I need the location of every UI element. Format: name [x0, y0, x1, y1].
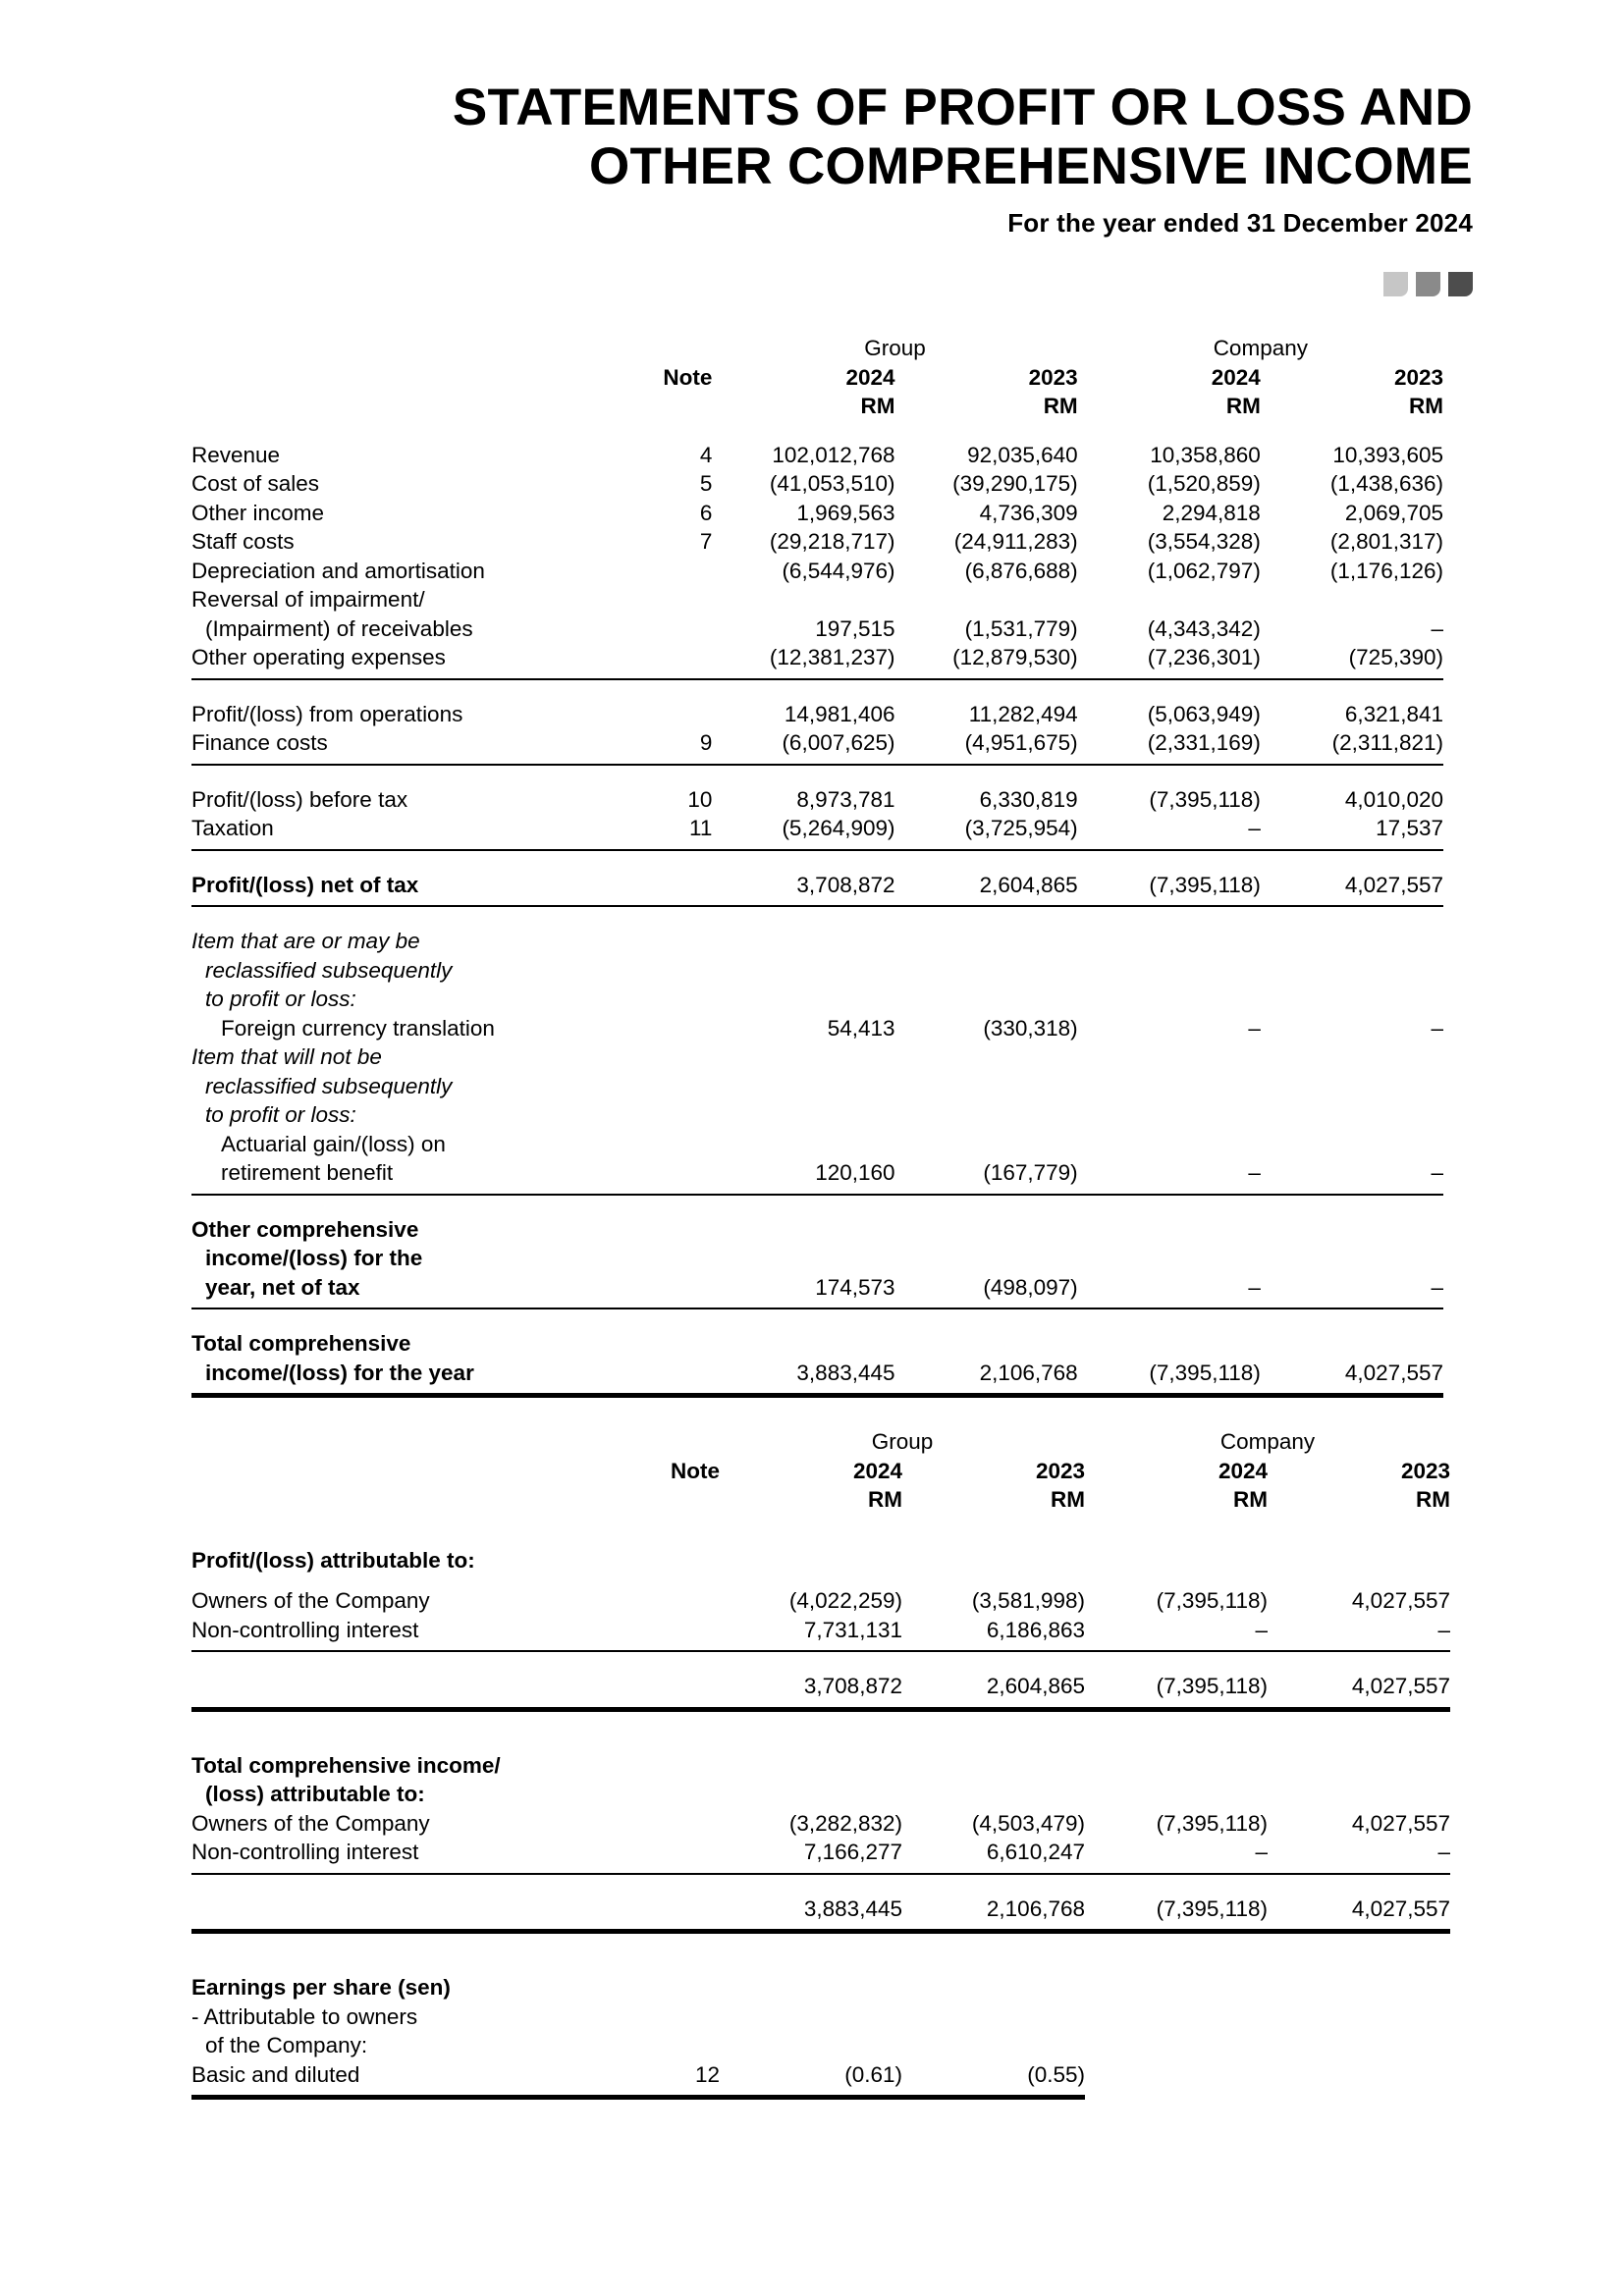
row-group-2024: (6,544,976)	[782, 558, 895, 583]
row-group-2024: (5,264,909)	[782, 816, 895, 840]
row-group-2023: (3,581,998)	[971, 1588, 1086, 1613]
row-group-2024: 102,012,768	[772, 442, 895, 467]
row-note: 7	[699, 529, 713, 554]
attribution-and-eps-table	[191, 1427, 1450, 2100]
row-label: Reversal of impairment/	[191, 587, 425, 612]
row-company-2023: –	[1437, 1840, 1451, 1864]
header-rm-group-2024: RM	[860, 394, 895, 418]
table-header-currency-row	[191, 1485, 1450, 1515]
row-company-2023: 4,027,557	[1351, 1588, 1451, 1613]
row-label: Staff costs	[191, 529, 295, 554]
row-company-2024: (1,062,797)	[1147, 558, 1261, 583]
row-company-2023: 4,027,557	[1351, 1810, 1451, 1836]
row-label: (Impairment) of receivables	[205, 615, 473, 641]
table-row	[191, 1244, 1443, 1273]
row-company-2024: –	[1255, 1840, 1269, 1864]
row-group-2024: 3,883,445	[803, 1896, 902, 1921]
table-closing-rule	[191, 1393, 1443, 1398]
table-row	[191, 1780, 1450, 1809]
table-row	[191, 441, 1443, 470]
table-row	[191, 1838, 1450, 1867]
row-group-2023: (4,503,479)	[971, 1810, 1086, 1836]
row-group-2023: 2,106,768	[986, 1896, 1086, 1921]
eps-title: Earnings per share (sen)	[191, 1975, 451, 2000]
profit-attributable-title: Profit/(loss) attributable to:	[191, 1547, 475, 1573]
table-row	[191, 557, 1443, 586]
row-company-2024: –	[1248, 1274, 1261, 1300]
table-row	[191, 614, 1443, 644]
table-row	[191, 1973, 1450, 2002]
row-company-2024: 2,294,818	[1162, 500, 1261, 525]
row-company-2023: –	[1437, 1617, 1451, 1642]
row-group-2023: 4,736,309	[979, 500, 1078, 525]
decorative-squares	[1383, 272, 1473, 296]
row-group-2024: 3,708,872	[803, 1674, 902, 1698]
row-group-2024: 1,969,563	[796, 500, 895, 525]
table-row	[191, 814, 1443, 843]
table-row	[191, 1042, 1443, 1072]
eps-subtitle-line2: of the Company:	[205, 2033, 368, 2057]
header-group-label: Group	[871, 1429, 934, 1454]
table-row	[191, 2031, 1450, 2060]
row-company-2024: (2,331,169)	[1147, 730, 1261, 755]
row-group-2024: 3,883,445	[796, 1360, 895, 1385]
row-company-2023: (1,176,126)	[1329, 558, 1443, 583]
row-group-2024: 120,160	[815, 1160, 895, 1185]
row-label: Profit/(loss) before tax	[191, 786, 408, 812]
table-header-group-row	[191, 334, 1443, 363]
table-row	[191, 1546, 1450, 1575]
table-row	[191, 527, 1443, 557]
tci-attributable-title-line1: Total comprehensive income/	[191, 1752, 501, 1778]
row-company-2023: 4,027,557	[1344, 1360, 1443, 1385]
table-row	[191, 785, 1443, 815]
row-company-2024: (5,063,949)	[1147, 701, 1261, 726]
row-group-2023: (12,879,530)	[952, 645, 1078, 669]
header-rm-group-2023: RM	[1051, 1487, 1086, 1512]
row-group-2023: 6,610,247	[986, 1840, 1086, 1864]
row-company-2023: 4,027,557	[1351, 1674, 1451, 1698]
row-note: 6	[699, 500, 713, 525]
row-company-2024: (7,395,118)	[1156, 1674, 1269, 1698]
row-label: Other income	[191, 500, 325, 525]
row-company-2024: (3,554,328)	[1147, 529, 1261, 554]
header-note-label: Note	[671, 1458, 720, 1483]
row-group-2023: (167,779)	[983, 1160, 1078, 1185]
row-company-2024: (4,343,342)	[1147, 615, 1261, 641]
table-row	[191, 728, 1443, 758]
table-row	[191, 2060, 1450, 2090]
table-row	[191, 1672, 1450, 1701]
row-group-2023: (4,951,675)	[964, 730, 1078, 755]
eps-subtitle-line1: - Attributable to owners	[191, 2003, 418, 2029]
table-row	[191, 985, 1443, 1014]
row-note: 4	[699, 442, 713, 467]
header-company-2024: 2024	[1211, 364, 1261, 390]
row-company-2024: (7,395,118)	[1149, 1360, 1261, 1385]
row-company-2024: –	[1248, 1015, 1261, 1041]
header-note-label: Note	[663, 364, 713, 390]
row-label: Item that will not be	[191, 1044, 382, 1069]
row-group-2023: 11,282,494	[968, 701, 1078, 726]
header-company-label: Company	[1213, 336, 1308, 360]
row-label: Other comprehensive	[191, 1216, 419, 1242]
row-label: Finance costs	[191, 730, 328, 755]
row-label: Foreign currency translation	[221, 1015, 495, 1041]
row-label: Non-controlling interest	[191, 1617, 419, 1642]
table-row	[191, 1273, 1443, 1303]
row-note: 10	[687, 786, 713, 812]
row-company-2023: –	[1431, 1274, 1443, 1300]
page-title-line-1: STATEMENTS OF PROFIT OR LOSS AND	[452, 79, 1473, 136]
header-company-2023: 2023	[1393, 364, 1443, 390]
header-rm-company-2024: RM	[1233, 1487, 1269, 1512]
table-header-group-row	[191, 1427, 1450, 1457]
table-row	[191, 1751, 1450, 1781]
table-row	[191, 643, 1443, 672]
row-label: reclassified subsequently	[205, 1073, 453, 1098]
row-group-2023: 6,330,819	[979, 786, 1078, 812]
table-row	[191, 1215, 1443, 1245]
row-group-2023: (0.55)	[1027, 2061, 1086, 2087]
row-company-2024: (7,395,118)	[1156, 1810, 1269, 1836]
row-company-2024: (1,520,859)	[1147, 471, 1261, 496]
row-label: Profit/(loss) from operations	[191, 701, 463, 726]
header-rm-group-2023: RM	[1043, 394, 1078, 418]
table-row	[191, 1586, 1450, 1616]
row-company-2023: –	[1431, 615, 1443, 641]
table-header-year-row	[191, 1457, 1450, 1486]
row-label: to profit or loss:	[205, 1102, 356, 1127]
row-label: retirement benefit	[221, 1160, 394, 1185]
row-group-2024: (0.61)	[844, 2061, 902, 2087]
row-label: Total comprehensive	[191, 1331, 411, 1356]
row-group-2024: 197,515	[815, 615, 895, 641]
row-company-2023: (2,801,317)	[1329, 529, 1443, 554]
row-company-2023: (1,438,636)	[1329, 471, 1443, 496]
row-group-2023: (3,725,954)	[964, 816, 1078, 840]
row-company-2023: 4,010,020	[1344, 786, 1443, 812]
row-company-2024: (7,395,118)	[1156, 1896, 1269, 1921]
row-company-2024: –	[1248, 1160, 1261, 1185]
row-label: Non-controlling interest	[191, 1840, 419, 1864]
row-group-2024: 7,166,277	[803, 1840, 902, 1864]
row-company-2024: –	[1248, 816, 1261, 840]
row-group-2024: (4,022,259)	[788, 1588, 902, 1613]
row-label: income/(loss) for the year	[205, 1360, 474, 1385]
header-group-2024: 2024	[852, 1458, 902, 1483]
row-group-2024: (3,282,832)	[788, 1810, 902, 1836]
row-company-2023: –	[1431, 1015, 1443, 1041]
row-group-2024: (12,381,237)	[769, 645, 895, 669]
row-label: reclassified subsequently	[205, 957, 453, 983]
row-group-2024: 54,413	[827, 1015, 895, 1041]
row-company-2024: (7,236,301)	[1147, 645, 1261, 669]
row-group-2024: (29,218,717)	[769, 529, 895, 554]
row-group-2024: (6,007,625)	[782, 730, 895, 755]
table-row	[191, 1014, 1443, 1043]
row-company-2023: 10,393,605	[1332, 442, 1443, 467]
row-company-2024: (7,395,118)	[1149, 872, 1261, 897]
row-group-2023: 2,106,768	[979, 1360, 1078, 1385]
header-company-2024: 2024	[1218, 1458, 1269, 1483]
row-group-2023: 6,186,863	[986, 1617, 1086, 1642]
row-company-2023: (725,390)	[1348, 645, 1443, 669]
header-company-label: Company	[1219, 1429, 1316, 1454]
row-note	[604, 557, 712, 586]
square-dark-icon	[1448, 272, 1473, 296]
row-group-2023: 2,604,865	[986, 1674, 1086, 1698]
table-row	[191, 871, 1443, 900]
row-company-2024: (7,395,118)	[1156, 1588, 1269, 1613]
row-company-2023: –	[1431, 1160, 1443, 1185]
table-row	[191, 927, 1443, 956]
table-row	[191, 1100, 1443, 1130]
row-company-2023: 2,069,705	[1344, 500, 1443, 525]
header-group-2024: 2024	[845, 364, 895, 390]
row-label: Item that are or may be	[191, 929, 420, 953]
header-rm-company-2024: RM	[1225, 394, 1261, 418]
table-row	[191, 499, 1443, 528]
row-label: Cost of sales	[191, 471, 320, 496]
table-row	[191, 2002, 1450, 2032]
row-label: Other operating expenses	[191, 645, 446, 669]
table-row	[191, 1616, 1450, 1645]
row-group-2024: 8,973,781	[796, 786, 895, 812]
row-note: 11	[689, 816, 713, 840]
row-label-net-of-tax: Profit/(loss) net of tax	[191, 872, 419, 897]
row-label: income/(loss) for the	[205, 1246, 423, 1270]
row-group-2023: 92,035,640	[967, 442, 1078, 467]
row-group-2024: 174,573	[815, 1274, 895, 1300]
header-rm-company-2023: RM	[1416, 1487, 1451, 1512]
square-medium-icon	[1416, 272, 1440, 296]
table-row	[191, 1158, 1443, 1188]
table-row	[191, 1359, 1443, 1388]
row-label: Owners of the Company	[191, 1588, 430, 1613]
profit-or-loss-table	[191, 334, 1443, 1398]
row-label: Actuarial gain/(loss) on	[221, 1131, 446, 1156]
table-row	[191, 700, 1443, 729]
row-group-2024: 14,981,406	[784, 701, 895, 726]
row-label: to profit or loss:	[205, 987, 356, 1011]
row-group-2023: (39,290,175)	[952, 471, 1078, 496]
row-group-2023: (6,876,688)	[964, 558, 1078, 583]
row-company-2023: (2,311,821)	[1331, 730, 1443, 755]
document-header	[0, 79, 1473, 239]
row-label: year, net of tax	[205, 1274, 360, 1300]
row-label: Revenue	[191, 442, 281, 467]
row-group-2024: 3,708,872	[796, 872, 895, 897]
table-row	[191, 1072, 1443, 1101]
table-header-year-row	[191, 363, 1443, 393]
header-company-2023: 2023	[1400, 1458, 1451, 1483]
row-group-2023: (330,318)	[983, 1015, 1078, 1041]
table-row	[191, 585, 1443, 614]
row-company-2023: 4,027,557	[1351, 1896, 1451, 1921]
page-title-line-2: OTHER COMPREHENSIVE INCOME	[588, 136, 1473, 195]
row-group-2023: (1,531,779)	[964, 615, 1078, 641]
row-note: 5	[699, 471, 713, 496]
row-label: Taxation	[191, 816, 274, 840]
row-company-2023: 4,027,557	[1344, 872, 1443, 897]
table-row	[191, 1895, 1450, 1924]
row-note: 9	[699, 730, 713, 755]
row-company-2023: 17,537	[1376, 816, 1443, 840]
table-row	[191, 1130, 1443, 1159]
header-group-2023: 2023	[1035, 1458, 1086, 1483]
row-company-2024: 10,358,860	[1150, 442, 1261, 467]
square-light-icon	[1383, 272, 1408, 296]
table-row	[191, 469, 1443, 499]
row-group-2023: (24,911,283)	[953, 529, 1078, 554]
row-group-2024: (41,053,510)	[769, 471, 895, 496]
page-subtitle: For the year ended 31 December 2024	[1007, 207, 1473, 238]
header-group-2023: 2023	[1028, 364, 1078, 390]
financial-statements-body	[191, 334, 1451, 2100]
row-company-2023: 6,321,841	[1344, 701, 1443, 726]
row-group-2023: (498,097)	[983, 1274, 1078, 1300]
table-row	[191, 1329, 1443, 1359]
tci-attributable-title-line2: (loss) attributable to:	[205, 1782, 425, 1806]
row-label: Basic and diluted	[191, 2061, 360, 2087]
row-group-2023: 2,604,865	[979, 872, 1078, 897]
row-company-2024: –	[1255, 1617, 1269, 1642]
row-note: 12	[694, 2061, 720, 2087]
row-label: Depreciation and amortisation	[191, 558, 485, 583]
row-group-2024: 7,731,131	[803, 1617, 902, 1642]
header-rm-company-2023: RM	[1409, 394, 1443, 418]
row-company-2024: (7,395,118)	[1149, 786, 1261, 812]
header-rm-group-2024: RM	[868, 1487, 902, 1512]
table-row	[191, 956, 1443, 986]
eps-closing-rule	[191, 2095, 1085, 2100]
row-label: Owners of the Company	[191, 1810, 430, 1836]
table-row	[191, 1809, 1450, 1839]
table-header-currency-row	[191, 392, 1443, 421]
header-group-label: Group	[864, 336, 926, 360]
